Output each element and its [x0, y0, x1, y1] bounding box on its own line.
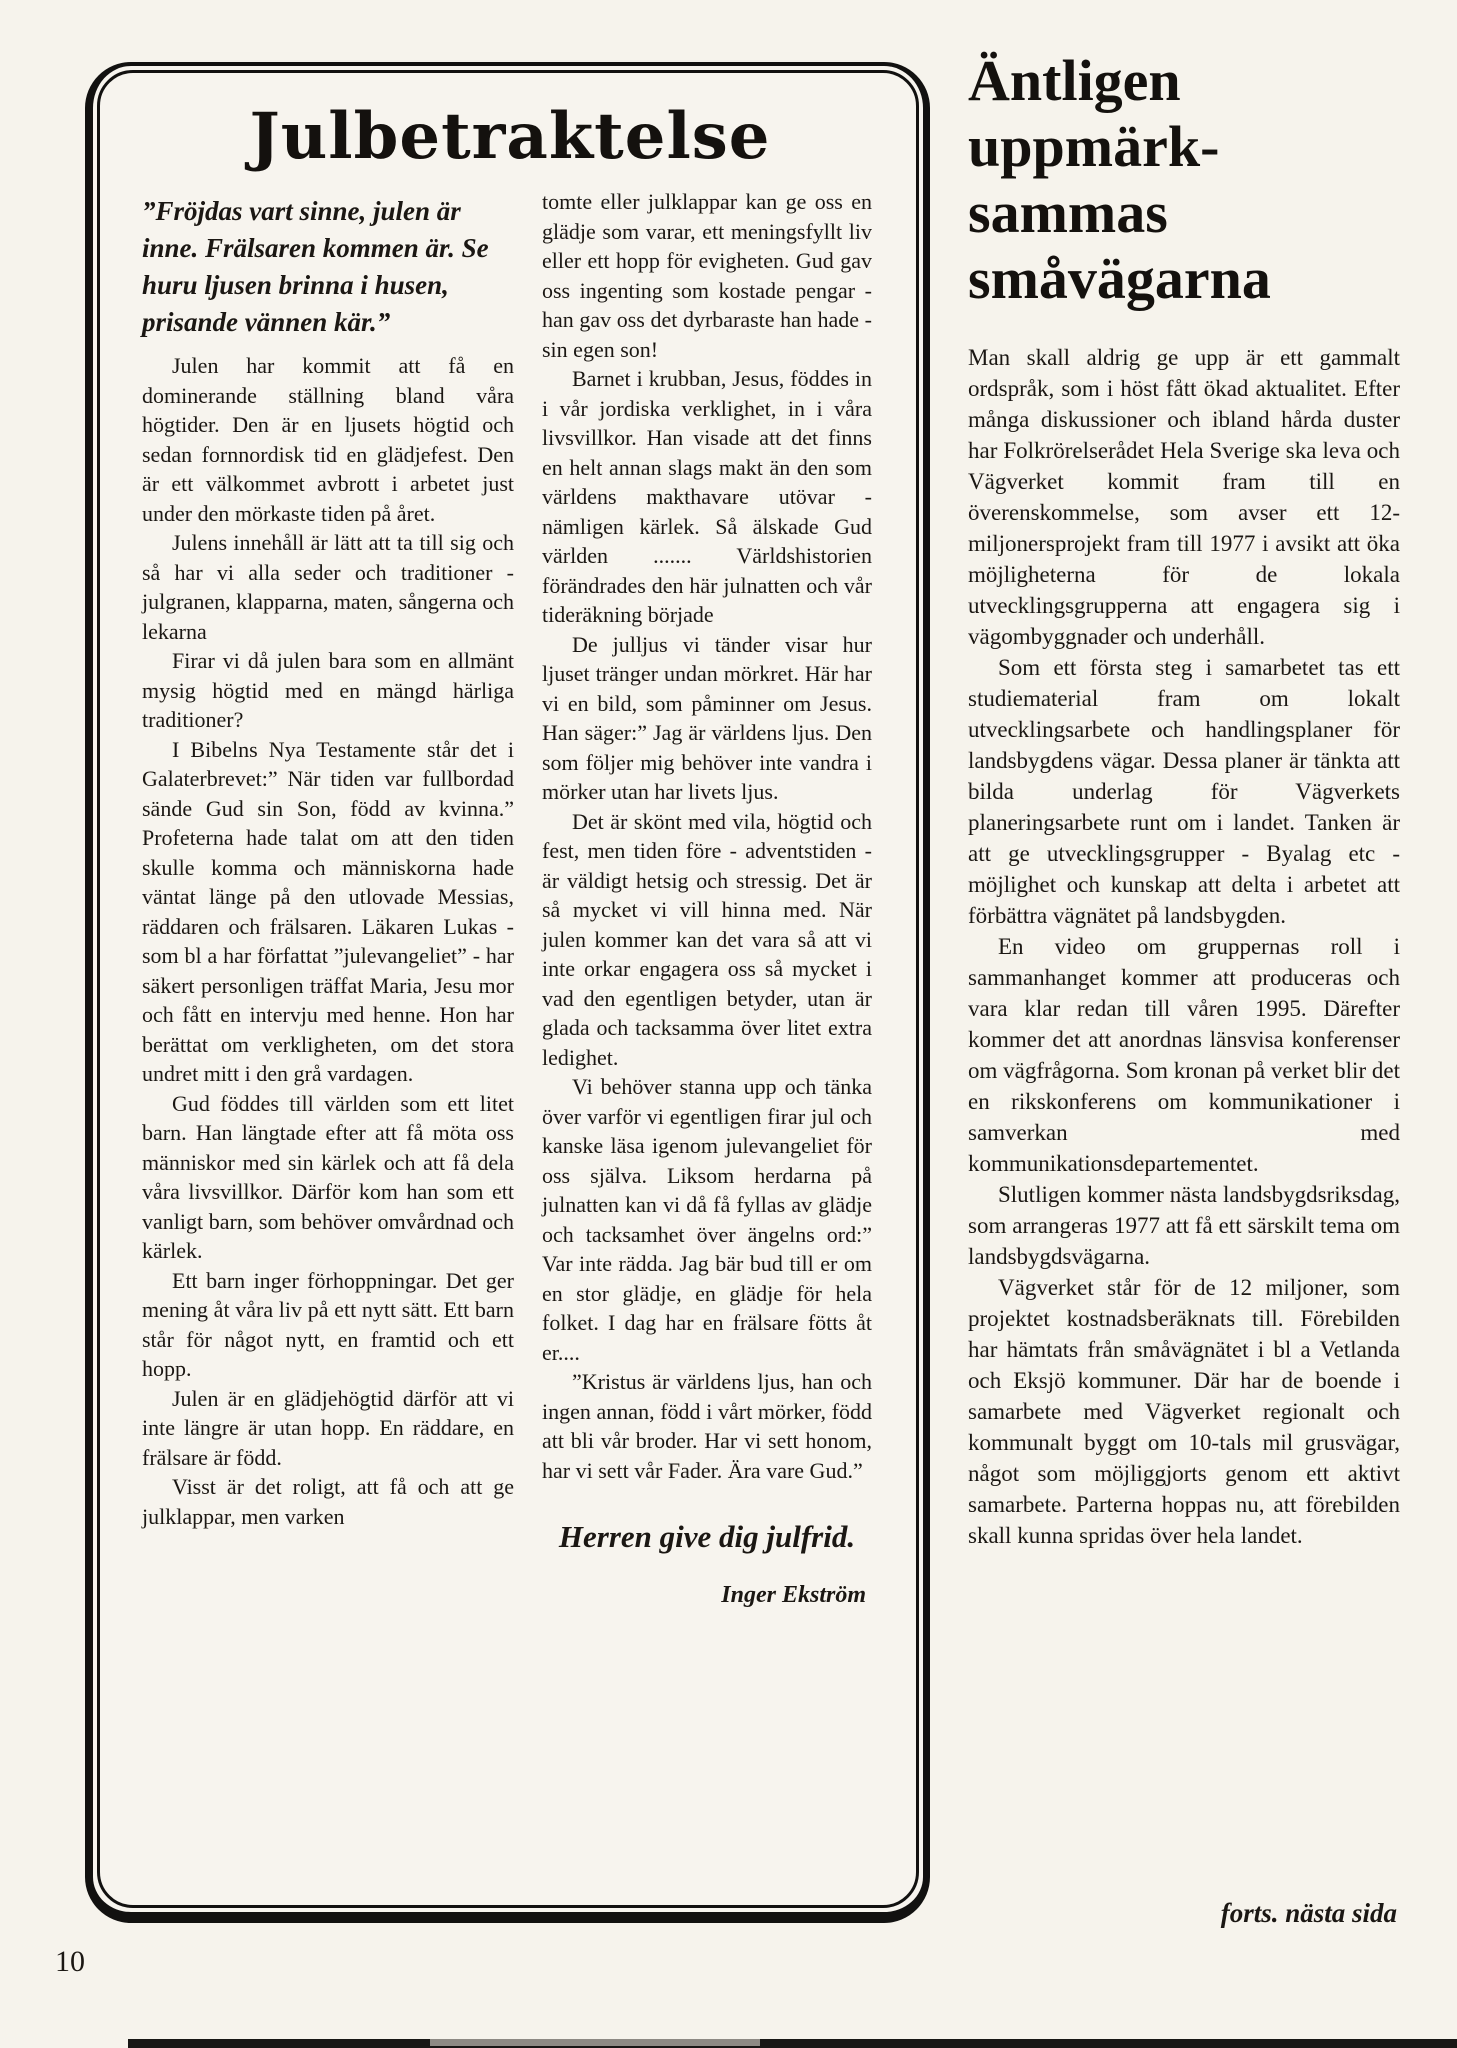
paragraph: Barnet i krubban, Jesus, föddes in i vår jordiska verklighet, in i våra livsvillkor. Han visade att det finns en helt annan slags makt än den som världens makthavare utövar - nämligen kärlek. Så älskade Gud världen ....... Världshistorien förändrades den här julnatten och vår tideräkning började [542, 366, 872, 627]
paragraph: Som ett första steg i samarbetet tas ett studiematerial fram om lokalt utvecklingsarbete och handlingsplaner för landsbygdens vägar. Dessa planer är tänkta att bilda underlag för Vägverkets planeringsarbete runt om i landet. Tanken är att ge utvecklingsgrupper - Byalag etc - möjlighet och kunskap att delta i arbetet att förbättra vägnätet på landsbygden. [968, 655, 1400, 928]
paragraph: Julens innehåll är lätt att ta till sig och så har vi alla seder och traditioner - julgranen, klapparna, maten, sångerna och lekarna [142, 530, 515, 644]
paragraph: De julljus vi tänder visar hur ljuset tränger undan mörkret. Här har vi en bild, som påminner om Jesus. Han säger:” Jag är världens ljus. Den som följer mig behöver inte vandra i mörker utan har livets ljus. [542, 631, 872, 804]
closing-blessing: Herren give dig julfrid. [558, 1519, 856, 1554]
boxed-article-column-1 [142, 187, 514, 1609]
boxed-article [97, 70, 919, 1908]
paragraph: Vägverket står för de 12 miljoner, som projektet kostnadsberäknats till. Förebilden har hämtats från småvägnätet i bl a Vetlanda och Eksjö kommuner. Där har de boende i samarbete med Vägverket regionalt och kommunalt byggt om 10-tals mil grusvägar, något som möjliggjorts genom ett aktivt samarbete. Parterna hoppas nu, att förebilden skall kunna spridas över hela landet. [968, 1275, 1400, 1548]
paragraph: Gud föddes till världen som ett litet barn. Han längtade efter att få möta oss människor med sin kärlek och att få dela våra livsvillkor. Därför kom han som ett vanligt barn, som behöver omvårdnad och kärlek. [142, 1090, 514, 1263]
right-article-title-line: Äntligen [968, 48, 1181, 113]
boxed-article-frame [85, 62, 930, 1923]
scan-edge-artifact [128, 2039, 1457, 2048]
paragraph: I Bibelns Nya Testamente står det i Galaterbrevet:” När tiden var fullbordad sände Gud sin Son, född av kvinna.” Profeterna hade talat om att den tiden skulle komma och människorna hade väntat länge på den utlovade Messias, räddaren och frälsaren. Läkaren Lukas - som bl a har författat ”julevangeliet” - har säkert personligen träffat Maria, Jesu mor och fått en intervju med henne. Hon har berättat om verkligheten, om det stora undret mitt i den grå vardagen. [142, 736, 514, 1086]
paragraph: Visst är det roligt, att få och att ge julklappar, men varken [142, 1474, 514, 1529]
right-article-title-line: sammas [968, 180, 1168, 245]
page-number: 10 [55, 1945, 85, 1978]
paragraph: Firar vi då julen bara som en allmänt mysig högtid med en mängd härliga traditioner? [142, 648, 514, 732]
boxed-article-columns [142, 187, 878, 1609]
paragraph: Man skall aldrig ge upp är ett gammalt ordspråk, som i höst fått ökad aktualitet. Efter många diskussioner och ibland hårda duster har Folkrörelserådet Hela Sverige ska leva och Vägverket kommit fram till en överenskommelse, som avser ett 12-miljonersprojekt fram till 1977 i avsikt att öka möjligheterna för de lokala utvecklingsgrupperna att engagera sig i vägombyggnader och underhåll. [968, 345, 1400, 649]
paragraph: Julen är en glädjehögtid därför att vi inte längre är utan hopp. En räddare, en frälsare är född. [142, 1385, 514, 1470]
paragraph: tomte eller julklappar kan ge oss en glädje som varar, ett meningsfyllt liv eller ett hopp för evigheten. Gud gav oss ingenting som kostade pengar - han gav oss det dyrbaraste han hade - sin egen son! [542, 189, 872, 362]
paragraph: ”Kristus är världens ljus, han och ingen annan, född i vårt mörker, född att bli vår broder. Har vi sett honom, har vi sett vår Fader. Ära vare Gud.” [542, 1369, 872, 1483]
lead-quote: ”Fröjdas vart sinne, julen är inne. Frälsaren kommen är. Se huru ljusen brinna i husen, prisande vännen kär.” [142, 196, 489, 337]
paragraph: Julen har kommit att få en dominerande ställning bland våra högtider. Den är en ljusets högtid och sedan fornnordisk tid en glädjefest. Den är ett välkommet avbrott i arbetet just under den mörkaste tiden på året. [142, 353, 514, 526]
right-article-title [968, 48, 1400, 312]
author-byline: Inger Ekström [721, 1582, 866, 1608]
boxed-article-title: Julbetraktelse [249, 99, 771, 174]
paragraph: Ett barn inger förhoppningar. Det ger mening åt våra liv på ett nytt sätt. Ett barn står för något nytt, en framtid och ett hopp. [142, 1267, 514, 1381]
right-article-title-line: uppmärk- [968, 114, 1220, 179]
continuation-note: forts. nästa sida [1220, 1898, 1397, 1928]
paragraph: Slutligen kommer nästa landsbygdsriksdag, som arrangeras 1977 att få ett särskilt tema om landsbygdsvägarna. [968, 1182, 1400, 1269]
right-article [968, 48, 1400, 1551]
paragraph: En video om gruppernas roll i sammanhanget kommer att produceras och vara klar redan till våren 1995. Därefter kommer det att anordnas länsvisa konferenser om vägfrågorna. Som kronan på verket blir det en rikskonferens om kommunikationer i samverkan med kommunikationsdepartementet. [968, 934, 1400, 1176]
boxed-article-column-2 [542, 187, 872, 1609]
right-article-title-line: småvägarna [968, 246, 1271, 311]
scan-edge-artifact-light [430, 2039, 760, 2046]
paragraph: Det är skönt med vila, högtid och fest, men tiden före - adventstiden - är väldigt hetsig och stressig. Det är så mycket vi vill hinna med. När julen kommer kan det vara så att vi inte orkar engagera oss så mycket i vad den egentligen betyder, utan är glada och tacksamma över litet extra ledighet. [542, 808, 872, 1070]
paragraph: Vi behöver stanna upp och tänka över varför vi egentligen firar jul och kanske läsa igenom julevangeliet för oss själva. Liksom herdarna på julnatten kan vi då få fyllas av glädje och tacksamhet över ängelns ord:” Var inte rädda. Jag bär bud till er om en stor glädje, en glädje för hela folket. I dag har en frälsare fötts åt er.... [542, 1074, 872, 1365]
